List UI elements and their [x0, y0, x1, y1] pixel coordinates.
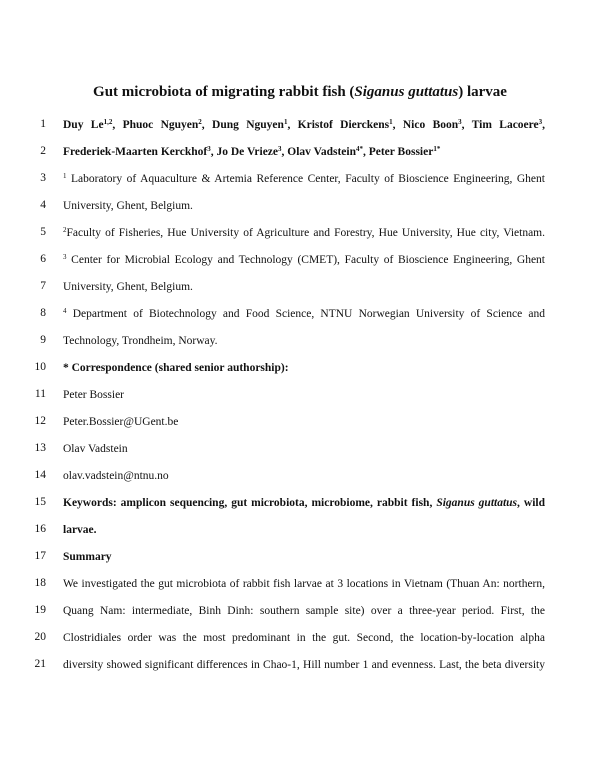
keywords: Keywords: amplicon sequencing, gut microbiota, microbiome, rabbit fish, Siganus guttatus, wild — [63, 497, 545, 509]
author-name: Peter Bossier — [368, 146, 434, 158]
line-number: 1 — [40, 118, 46, 130]
line-number: 20 — [34, 631, 46, 643]
author-list-line-2: Frederiek-Maarten Kerckhof$^3$, Jo De Vrieze$^3$, Olav Vadstein$^{4*}$, Peter Bossier$^{1*}$ — [63, 145, 441, 158]
line-number: 12 — [34, 415, 46, 427]
line-number: 4 — [40, 199, 46, 211]
affiliation-4: $^4$ Department of Biotechnology and Food Science, NTNU Norwegian University of Science and — [63, 307, 545, 320]
line-number: 13 — [34, 442, 46, 454]
summary-line: Quang Nam: intermediate, Binh Dinh: southern sample site) over a three-year period. First, the — [63, 605, 545, 617]
line-number: 8 — [40, 307, 46, 319]
line-number: 14 — [34, 469, 46, 481]
affiliation-1: $^1$ Laboratory of Aquaculture & Artemia Reference Center, Faculty of Bioscience Engineering, Ghent — [63, 172, 545, 185]
author-name: Phuoc Nguyen — [122, 119, 199, 131]
author-name: Olav Vadstein — [287, 146, 356, 158]
line-number: 7 — [40, 280, 46, 292]
line-number: 11 — [34, 388, 46, 400]
line-number: 10 — [34, 361, 46, 373]
summary-line: We investigated the gut microbiota of rabbit fish larvae at 3 locations in Vietnam (Thuan An: northern, — [63, 578, 545, 590]
author-name: Tim Lacoere — [471, 119, 539, 131]
correspondent-name: Peter Bossier — [63, 389, 125, 401]
author-name: Dung Nguyen — [212, 119, 284, 131]
line-number: 19 — [34, 604, 46, 616]
author-name: Kristof Dierckens — [297, 119, 390, 131]
line-number: 15 — [34, 496, 46, 508]
line-number: 5 — [40, 226, 46, 238]
author-list-line-1: Duy Le$^{1,2}$, Phuoc Nguyen$^2$, Dung Nguyen$^1$, Kristof Dierckens$^1$, Nico Boon$^3$, Tim Lacoere$^3$, — [63, 118, 546, 131]
keywords-cont: larvae. — [63, 524, 97, 536]
correspondent-name: Olav Vadstein — [63, 443, 128, 455]
line-number: 6 — [40, 253, 46, 265]
line-number: 16 — [34, 523, 46, 535]
line-number: 3 — [40, 172, 46, 184]
affiliation-3: $^3$ Center for Microbial Ecology and Technology (CMET), Faculty of Bioscience Engineering, Ghent — [63, 253, 545, 266]
line-number: 17 — [34, 550, 46, 562]
summary-line: diversity showed significant differences in Chao-1, Hill number 1 and evenness. Last, the beta diversity — [63, 659, 545, 671]
author-name: Frederiek-Maarten Kerckhof — [63, 146, 208, 158]
summary-heading: Summary — [63, 551, 112, 563]
affiliation-2: $^2$Faculty of Fisheries, Hue University of Agriculture and Forestry, Hue University, Hue city, Vietnam. — [63, 226, 545, 239]
author-name: Jo De Vrieze — [216, 146, 279, 158]
line-number: 18 — [34, 577, 46, 589]
summary-line: Clostridiales order was the most predominant in the gut. Second, the location-by-location alpha — [63, 632, 545, 644]
affiliation-1-cont: University, Ghent, Belgium. — [63, 200, 193, 212]
affiliation-4-cont: Technology, Trondheim, Norway. — [63, 335, 218, 347]
affiliation-3-cont: University, Ghent, Belgium. — [63, 281, 193, 293]
correspondence-heading: * Correspondence (shared senior authorship): — [63, 362, 289, 374]
author-name: Nico Boon — [402, 119, 459, 131]
line-number: 2 — [40, 145, 46, 157]
line-number: 9 — [40, 334, 46, 346]
correspondent-email[interactable]: Peter.Bossier@UGent.be — [63, 416, 179, 428]
paper-title: Gut microbiota of migrating rabbit fish (Siganus guttatus) larvae — [93, 84, 507, 100]
author-name: Duy Le — [63, 119, 104, 131]
line-number: 21 — [34, 658, 46, 670]
correspondent-email[interactable]: olav.vadstein@ntnu.no — [63, 470, 169, 482]
